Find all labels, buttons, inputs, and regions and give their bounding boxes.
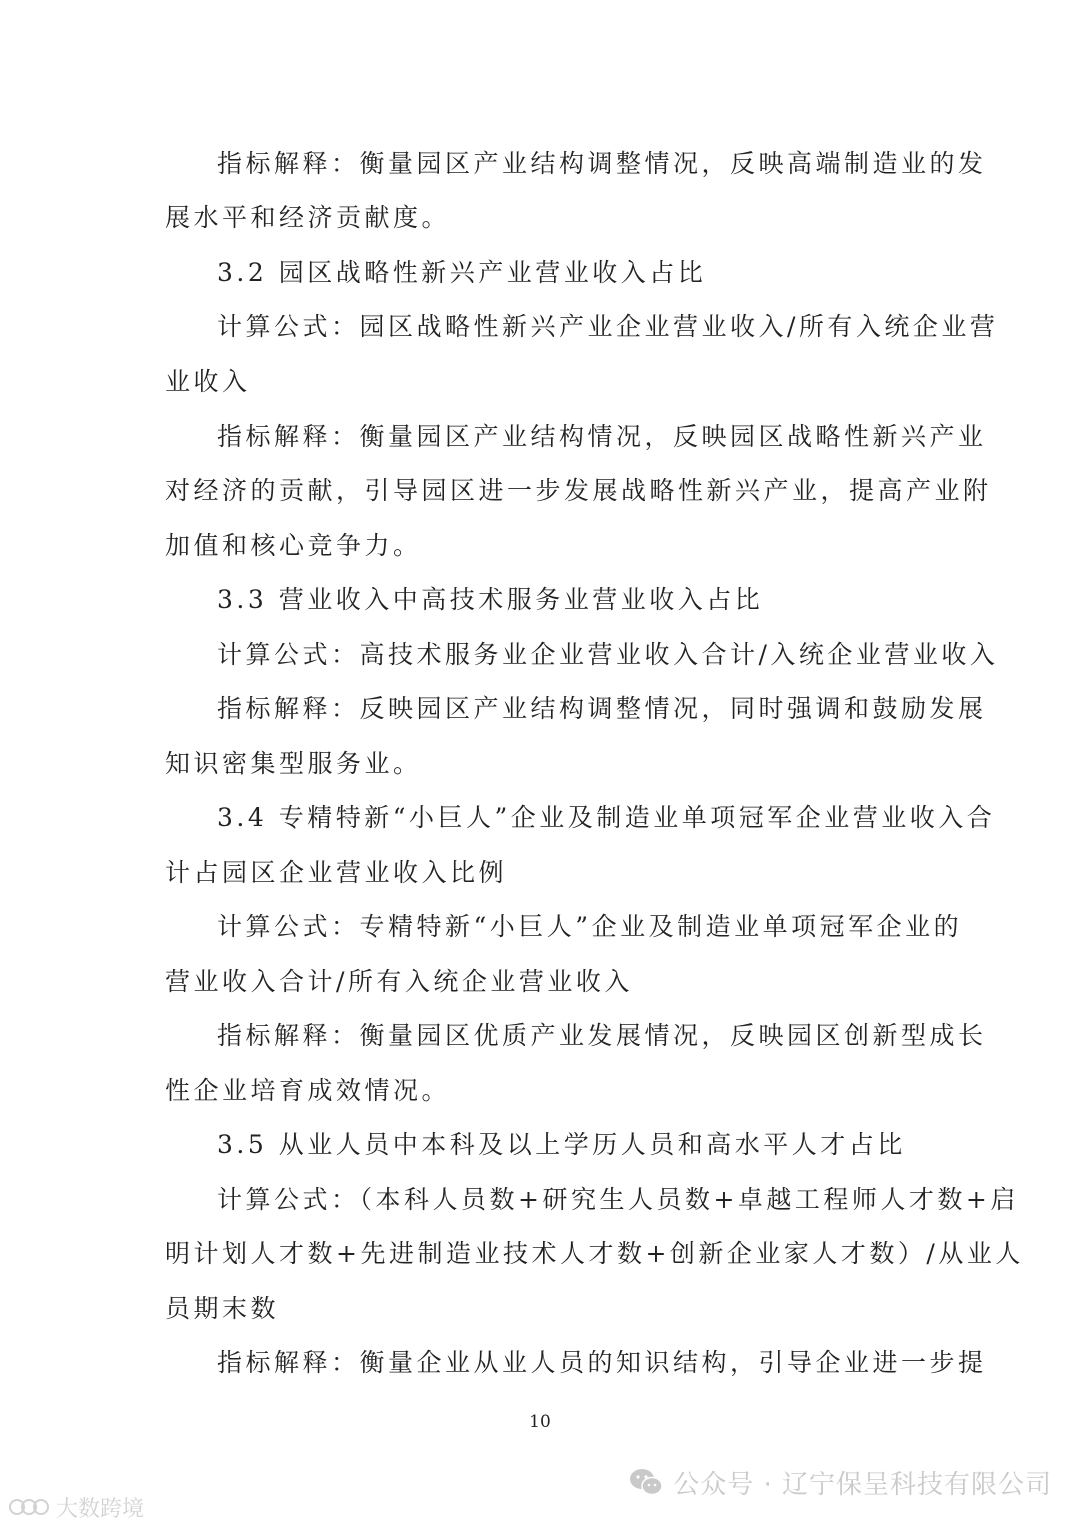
logo-icon [8,1496,52,1518]
wechat-icon [629,1467,663,1497]
text-line: 指标解释：衡量园区产业结构调整情况，反映高端制造业的发 [217,149,987,178]
text-line: 员期末数 [165,1294,280,1323]
text-line: 性企业培育成效情况。 [165,1076,451,1105]
section-heading-continuation: 计占园区企业营业收入比例 [165,858,508,887]
text-line: 指标解释：反映园区产业结构调整情况，同时强调和鼓励发展 [217,694,987,723]
text-line: 对经济的贡献，引导园区进一步发展战略性新兴产业，提高产业附 [165,476,992,505]
section-heading: 3.4 专精特新“小巨人”企业及制造业单项冠军企业营业收入合 [217,803,996,832]
brand-watermark [8,1492,144,1522]
text-line: 指标解释：衡量园区优质产业发展情况，反映园区创新型成长 [217,1021,987,1050]
text-line: 计算公式：高技术服务业企业营业收入合计/入统企业营业收入 [217,640,999,669]
text-line: 知识密集型服务业。 [165,749,422,778]
page-number: 10 [529,1412,551,1432]
text-line: 指标解释：衡量企业从业人员的知识结构，引导企业进一步提 [217,1348,987,1377]
section-heading: 3.5 从业人员中本科及以上学历人员和高水平人才占比 [217,1130,906,1159]
text-line: 业收入 [165,367,251,396]
brand-watermark-text: 大数跨境 [56,1496,145,1522]
text-line: 营业收入合计/所有入统企业营业收入 [165,967,633,996]
text-line: 明计划人才数+先进制造业技术人才数+创新企业家人才数）/从业人 [165,1239,1024,1268]
section-heading: 3.3 营业收入中高技术服务业营业收入占比 [217,585,764,614]
text-line: 计算公式：专精特新“小巨人”企业及制造业单项冠军企业的 [217,912,963,941]
wechat-watermark-text: 公众号 · 辽宁保呈科技有限公司 [673,1469,1052,1500]
text-line: 计算公式：（本科人员数+研究生人员数+卓越工程师人才数+启 [217,1185,1019,1214]
text-line: 展水平和经济贡献度。 [165,203,451,232]
text-line: 指标解释：衡量园区产业结构情况，反映园区战略性新兴产业 [217,422,987,451]
text-line: 加值和核心竞争力。 [165,531,422,560]
wechat-watermark [629,1462,1052,1502]
text-line: 计算公式：园区战略性新兴产业企业营业收入/所有入统企业营 [217,312,999,341]
section-heading: 3.2 园区战略性新兴产业营业收入占比 [217,258,707,287]
